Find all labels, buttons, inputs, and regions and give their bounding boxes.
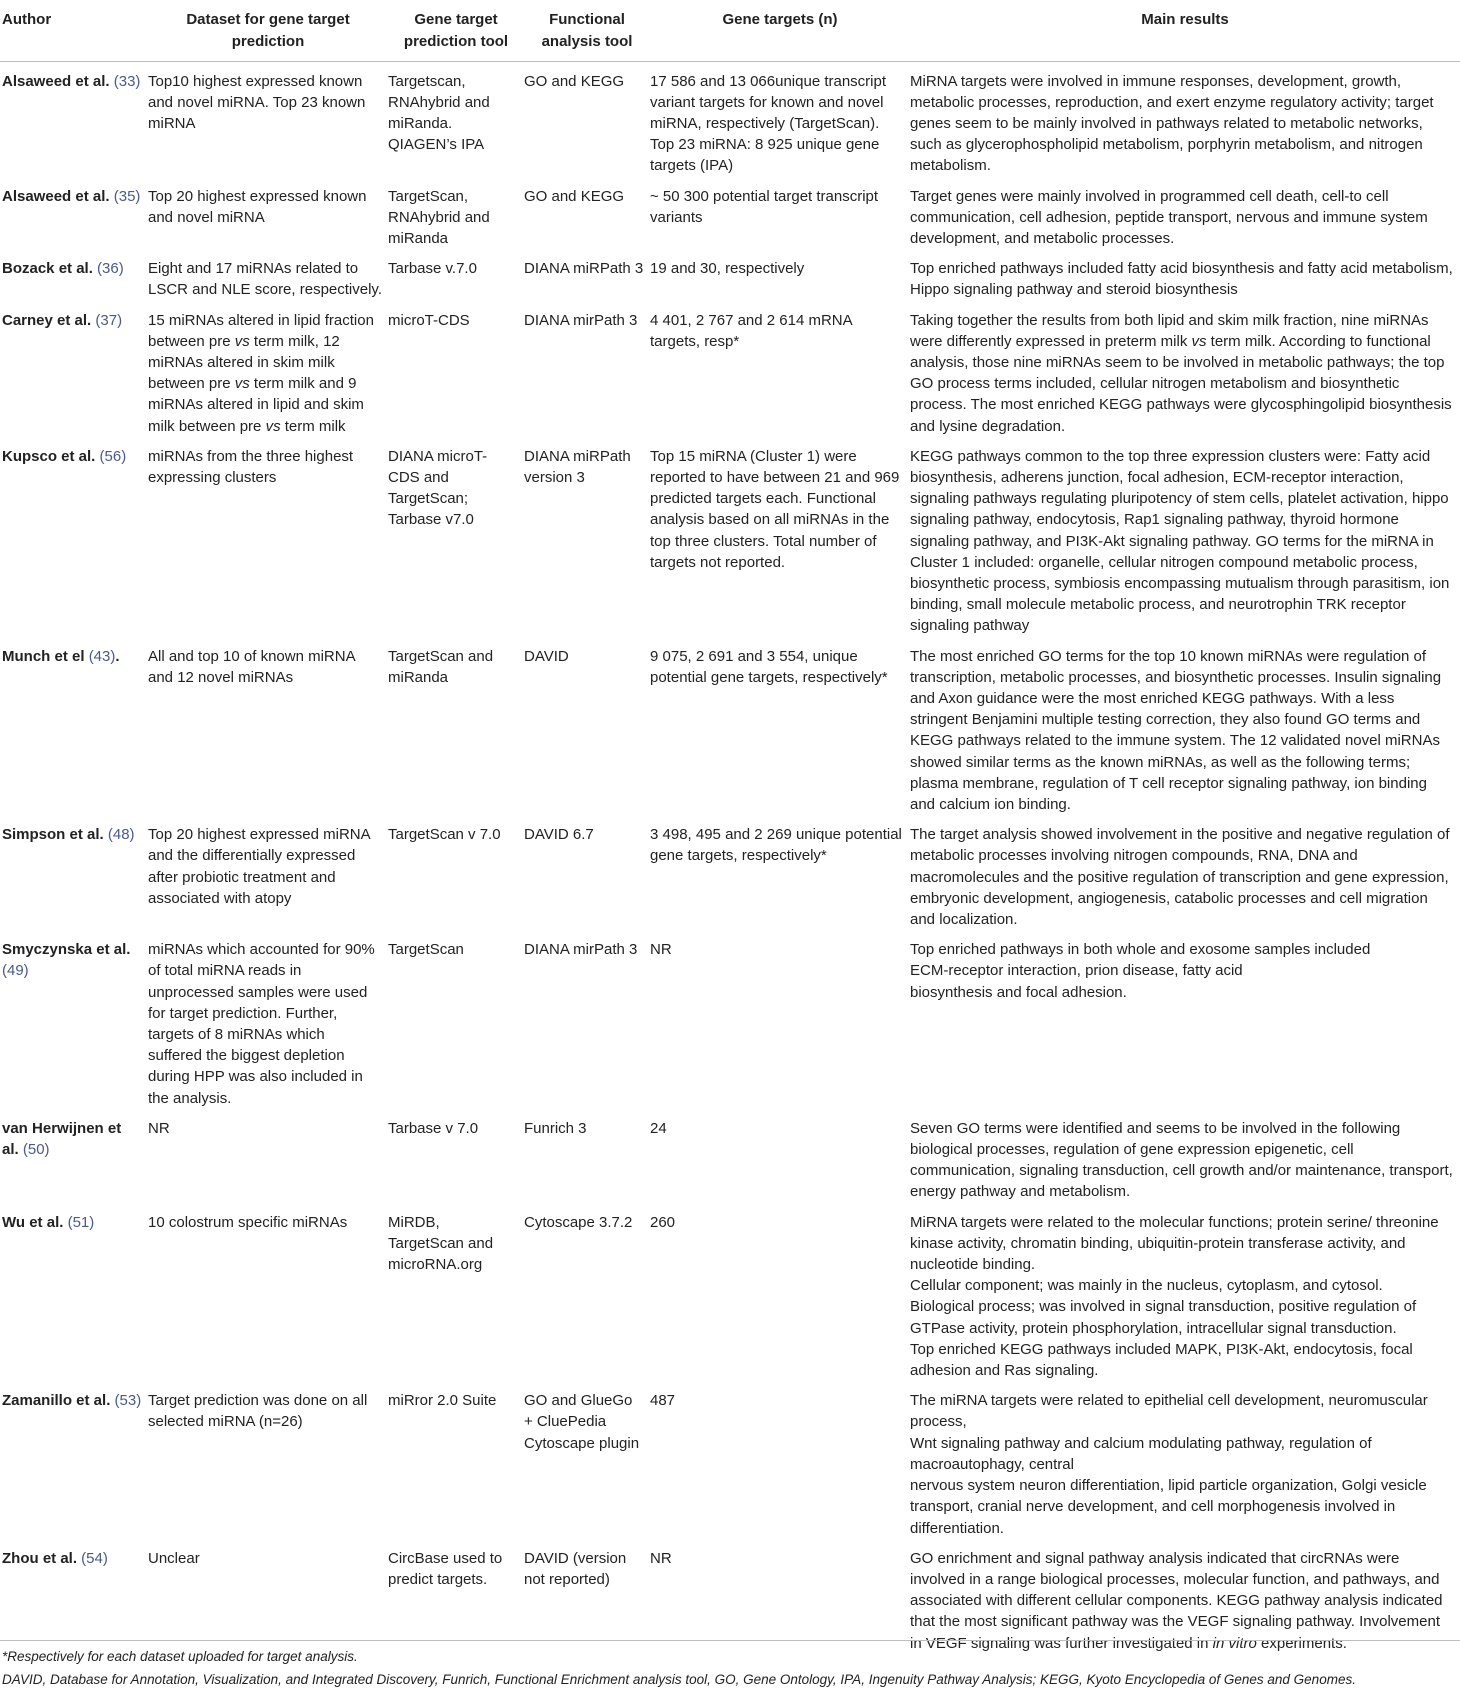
author-name: Smyczynska et al. [2,941,131,959]
header-dataset: Dataset for gene target prediction [186,11,350,50]
results-text: term milk. According to functional analysis, those nine miRNAs seem to be involved in metabolic pathways; the top GO process terms included, cellular nitrogen metabolism and biosynthetic process. The most enriched KEGG pathways were glycosphingolipid biosynthesis and lysine degradation. [910,332,1452,435]
header-functional-tool: Functional analysis tool [541,11,633,50]
dataset-text: term milk, 12 miRNAs altered in skim milk between pre [148,332,340,393]
results-text: Taking together the results from both lipid and skim milk fraction, nine miRNAs were differently expressed in preterm milk [910,311,1429,350]
gene-targets-cell: NR [650,1549,672,1567]
dataset-text: vs [234,332,250,350]
table-row [0,815,1460,930]
reference-number: (35) [113,187,141,205]
prediction-tool-cell: Targetscan, RNAhybrid and miRanda. QIAGEN’s IPA [388,72,490,154]
footnote-abbreviations: DAVID, Database for Annotation, Visualization, and Integrated Discovery, Funrich, Functional Enrichment analysis tool, GO, Gene Ontology, IPA, Ingenuity Pathway Analysis; KEGG, Kyoto Encyclopedia of Genes and Genomes. [2,1672,1356,1687]
results-paragraph: Cellular component; was mainly in the nucleus, cytoplasm, and cytosol. [910,1277,1383,1295]
author-suffix: . [115,647,120,665]
prediction-tool-cell: TargetScan, RNAhybrid and miRanda [388,187,490,247]
header-author: Author [2,11,52,28]
prediction-tool-cell: Tarbase v 7.0 [388,1119,479,1137]
author-name: Munch et el [2,647,85,665]
results-paragraph: The miRNA targets were related to epithelial cell development, neuromuscular process, [910,1392,1428,1431]
reference-number: (33) [113,72,141,90]
results-text: vs [1191,332,1207,350]
author-cell [0,930,148,1109]
reference-number: (53) [114,1392,142,1410]
prediction-tool-cell: TargetScan [388,941,464,959]
author-cell [0,815,148,930]
dataset-text: vs [265,417,281,435]
prediction-tool-cell: DIANA microT-CDS and TargetScan; Tarbase v7.0 [388,447,488,529]
author-name: Carney et al. [2,311,92,329]
reference-number: (50) [22,1141,50,1159]
main-results-cell [910,301,1460,437]
gene-targets-cell: 260 [650,1213,676,1231]
author-name: Alsaweed et al. [2,72,110,90]
header-prediction-tool: Gene target prediction tool [403,11,509,50]
table-row [0,930,1460,1109]
dataset-text: vs [234,375,250,393]
prediction-tool-cell: TargetScan v 7.0 [388,826,501,844]
table-row [0,177,1460,250]
main-results-cell [910,1381,1460,1538]
dataset-cell: miRNAs which accounted for 90% of total miRNA reads in unprocessed samples were used for target prediction. Further, targets of 8 miRNAs which suffered the biggest depletion during HPP was also included in the analysis. [148,941,375,1107]
main-results-cell: The most enriched GO terms for the top 10 known miRNAs were regulation of transcription, metabolic processes, and biosynthetic processes. Insulin signaling and Axon guidance were the most enriched KEGG pathways. With a less stringent Benjamini multiple testing correction, they also found GO terms and KEGG pathways related to the immune system. The 12 validated novel miRNAs showed similar terms as the known miRNAs, as well as the following terms; plasma membrane, regulation of T cell receptor signaling pathway, ion binding and calcium ion binding. [910,647,1442,813]
table-row [0,301,1460,437]
functional-tool-cell: DAVID 6.7 [524,826,594,844]
results-paragraph: MiRNA targets were related to the molecular functions; protein serine/ threonine kinase activity, chromatin binding, ubiquitin-protein transferase activity, and nucleotide binding. [910,1213,1439,1274]
author-name: Alsaweed et al. [2,187,110,205]
author-cell [0,1539,148,1662]
results-line: ECM-receptor interaction, prion disease, fatty acid [910,962,1243,980]
author-cell [0,301,148,437]
main-results-cell: Seven GO terms were identified and seems to be involved in the following biological processes, regulation of gene expression epigenetic, cell communication, signaling transduction, cell growth and/or maintenance, transport, energy pathway and metabolism. [910,1119,1453,1201]
prediction-tool-cell: miRror 2.0 Suite [388,1392,497,1410]
reference-number: (56) [99,447,127,465]
table-row [0,249,1460,300]
author-cell [0,437,148,637]
dataset-cell: miRNAs from the three highest expressing clusters [148,447,354,486]
reference-number: (49) [2,962,29,980]
results-text: in vitro [1212,1634,1257,1652]
author-cell [0,61,148,177]
dataset-cell: Eight and 17 miRNAs related to LSCR and NLE score, respectively. [148,260,382,299]
functional-tool-cell: DIANA mirPath 3 [524,311,638,329]
reference-number: (43) [88,647,116,665]
functional-tool-cell: DIANA miRPath version 3 [524,447,631,486]
results-text: GO enrichment and signal pathway analysis indicated that circRNAs were involved in a range biological processes, molecular function, and pathways, and associated with different cellular components. KEGG pathway analysis indicated that the most significant pathway was the VEGF signaling pathway. Involvement in VEGF signaling was further investigated in [910,1549,1443,1652]
reference-number: (54) [81,1549,108,1567]
results-line: biosynthesis and focal adhesion. [910,983,1127,1001]
table-row [0,61,1460,177]
main-results-cell: KEGG pathways common to the top three expression clusters were: Fatty acid biosynthesis, adherens junction, focal adhesion, ECM-receptor interaction, signaling pathways regulating pluripotency of stem cells, platelet activation, hippo signaling pathway, endocytosis, Rap1 signaling pathway, thyroid hormone signaling pathway, and PI3K-Akt signaling pathway. GO terms for the miRNA in Cluster 1 included: organelle, cellular nitrogen compound metabolic process, biosynthetic process, symbiosis encompassing mutualism through parasitism, ion binding, small molecule metabolic process, and neurotrophin TRK receptor signaling pathway [910,447,1450,635]
dataset-cell: Unclear [148,1549,200,1567]
table-row [0,1203,1460,1382]
results-text: experiments. [1256,1634,1347,1652]
results-paragraph: Top enriched KEGG pathways included MAPK, PI3K-Akt, endocytosis, focal adhesion and Ras signaling. [910,1340,1413,1380]
author-name: van Herwijnen et al. [2,1119,122,1159]
results-line: Top enriched pathways in both whole and exosome samples included [910,941,1371,959]
functional-tool-cell: Cytoscape 3.7.2 [524,1213,633,1231]
gene-targets-cell: 19 and 30, respectively [650,260,805,278]
main-results-cell [910,1203,1460,1382]
author-name: Wu et al. [2,1213,64,1231]
reference-number: (51) [67,1213,95,1231]
reference-number: (48) [107,826,135,844]
main-results-cell: The target analysis showed involvement in the positive and negative regulation of metabolic processes involving nitrogen compounds, RNA, DNA and macromolecules and the positive regulation of transcription and gene expression, embryonic development, angiogenesis, catabolic processes and cell migration and localization. [910,826,1450,929]
gene-targets-cell: 487 [650,1392,676,1410]
results-paragraph: nervous system neuron differentiation, lipid particle organization, Golgi vesicle transport, cranial nerve development, and cell morphogenesis involved in differentiation. [910,1477,1427,1537]
functional-tool-cell: DIANA mirPath 3 [524,941,638,959]
table-row [0,1381,1460,1538]
dataset-cell: Top 20 highest expressed known and novel miRNA [148,187,367,226]
footnote-respectively: *Respectively for each dataset uploaded for target analysis. [2,1649,358,1664]
functional-tool-cell: GO and KEGG [524,72,625,90]
gene-targets-cell: 9 075, 2 691 and 3 554, unique potential gene targets, respectively* [650,647,888,686]
prediction-tool-cell: CircBase used to predict targets. [388,1549,503,1588]
author-name: Simpson et al. [2,826,104,844]
functional-tool-cell: DIANA miRPath 3 [524,260,644,278]
author-cell [0,1109,148,1203]
author-name: Bozack et al. [2,260,93,278]
author-cell [0,249,148,300]
table-row [0,637,1460,816]
author-cell [0,637,148,816]
header-main-results: Main results [1141,11,1229,28]
header-gene-targets: Gene targets (n) [722,11,838,28]
dataset-cell [148,301,388,437]
main-results-cell [910,1539,1460,1662]
dataset-cell: Top10 highest expressed known and novel miRNA. Top 23 known miRNA [148,72,366,132]
main-results-cell [910,930,1460,1109]
main-results-cell: MiRNA targets were involved in immune responses, development, growth, metabolic processes, reproduction, and exert enzyme regulatory activity; target genes seem to be mainly involved in pathways related to metabolic networks, such as glycerophospholipid metabolism, porphyrin metabolism, and nitrogen metabolism. [910,72,1434,175]
gene-targets-cell: 4 401, 2 767 and 2 614 mRNA targets, resp* [650,311,852,350]
header-row [0,0,1460,61]
author-cell [0,177,148,250]
dataset-text: 15 miRNAs altered in lipid fraction between pre [148,311,374,350]
results-paragraph: Biological process; was involved in signal transduction, positive regulation of GTPase activity, protein phosphorylation, intracellular signal transduction. [910,1298,1417,1337]
functional-tool-cell: Funrich 3 [524,1119,587,1137]
table-bottom-rule [0,1640,1460,1641]
main-results-cell: Top enriched pathways included fatty acid biosynthesis and fatty acid metabolism, Hippo signaling pathway and steroid biosynthesis [910,260,1453,299]
dataset-cell: NR [148,1119,170,1137]
gene-targets-cell: 17 586 and 13 066unique transcript variant targets for known and novel miRNA, respectively (TargetScan). Top 23 miRNA: 8 925 unique gene targets (IPA) [650,72,887,175]
author-name: Zamanillo et al. [2,1392,111,1410]
dataset-text: term milk [280,417,346,435]
author-name: Kupsco et al. [2,447,96,465]
dataset-cell: 10 colostrum specific miRNAs [148,1213,348,1231]
author-cell [0,1381,148,1538]
functional-tool-cell: DAVID (version not reported) [524,1549,627,1588]
functional-tool-cell: GO and KEGG [524,187,625,205]
table-body [0,61,1460,1662]
functional-tool-cell: DAVID [524,647,569,665]
prediction-tool-cell: microT-CDS [388,311,470,329]
gene-targets-cell: Top 15 miRNA (Cluster 1) were reported to have between 21 and 969 predicted targets each. Functional analysis based on all miRNAs in the top three clusters. Total number of targets not reported. [650,447,900,571]
table-row [0,1539,1460,1662]
results-paragraph: Wnt signaling pathway and calcium modulating pathway, regulation of macroautophagy, central [910,1434,1372,1473]
gene-targets-cell: 24 [650,1119,667,1137]
functional-tool-cell: GO and GlueGo + CluePedia Cytoscape plugin [524,1392,640,1452]
reference-number: (37) [95,311,123,329]
gene-targets-cell: NR [650,941,672,959]
table-row [0,1109,1460,1203]
gene-targets-cell: ~ 50 300 potential target transcript variants [650,187,879,226]
dataset-cell: Top 20 highest expressed miRNA and the differentially expressed after probiotic treatment and associated with atopy [148,826,370,907]
prediction-tool-cell: Tarbase v.7.0 [388,260,477,278]
author-cell [0,1203,148,1382]
author-name: Zhou et al. [2,1549,77,1567]
reference-number: (36) [97,260,124,278]
dataset-cell: All and top 10 of known miRNA and 12 novel miRNAs [148,647,355,686]
table-row [0,437,1460,637]
dataset-text: term milk and 9 miRNAs altered in lipid and skim milk between pre [148,375,364,435]
prediction-tool-cell: TargetScan and miRanda [388,647,494,686]
main-results-cell: Target genes were mainly involved in programmed cell death, cell-to cell communication, cell adhesion, peptide transport, nervous and immune system development, and metabolic processes. [910,187,1428,247]
dataset-cell: Target prediction was done on all selected miRNA (n=26) [148,1392,368,1431]
prediction-tool-cell: MiRDB, TargetScan and microRNA.org [388,1213,494,1274]
gene-targets-cell: 3 498, 495 and 2 269 unique potential gene targets, respectively* [650,826,902,865]
